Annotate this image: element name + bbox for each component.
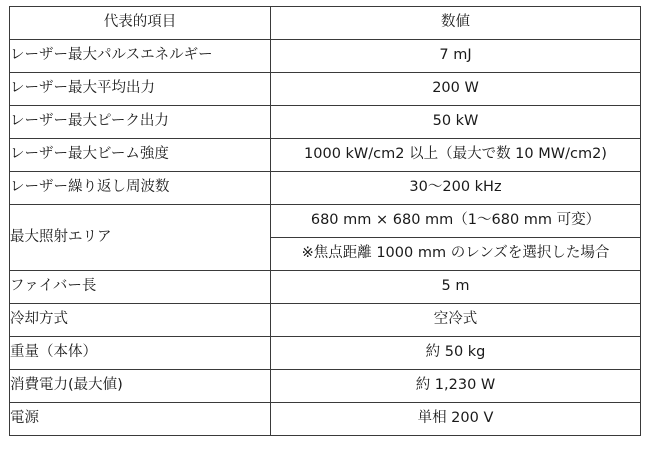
row-value: 1000 kW/cm2 以上（最大で数 10 MW/cm2)	[271, 139, 641, 172]
table-row	[10, 304, 641, 337]
row-label: 冷却方式	[10, 304, 271, 337]
header-item: 代表的項目	[10, 7, 271, 40]
row-label: ファイバー長	[10, 271, 271, 304]
table-header-row	[10, 7, 641, 40]
row-value: 30〜200 kHz	[271, 172, 641, 205]
row-value: 50 kW	[271, 106, 641, 139]
row-value: 約 50 kg	[271, 337, 641, 370]
row-value: 200 W	[271, 73, 641, 106]
row-label: レーザー繰り返し周波数	[10, 172, 271, 205]
row-label: レーザー最大平均出力	[10, 73, 271, 106]
row-value: 単相 200 V	[271, 403, 641, 436]
row-value: 680 mm × 680 mm（1〜680 mm 可変）	[271, 205, 641, 238]
table-row	[10, 403, 641, 436]
row-value: 約 1,230 W	[271, 370, 641, 403]
table-row	[10, 205, 641, 238]
row-label: レーザー最大ピーク出力	[10, 106, 271, 139]
row-label: レーザー最大ビーム強度	[10, 139, 271, 172]
table-row	[10, 106, 641, 139]
table-row	[10, 172, 641, 205]
row-value: 7 mJ	[271, 40, 641, 73]
row-note: ※焦点距離 1000 mm のレンズを選択した場合	[271, 238, 641, 271]
row-label: 最大照射エリア	[10, 205, 271, 271]
table-row	[10, 370, 641, 403]
row-label: 重量（本体）	[10, 337, 271, 370]
row-value: 5 m	[271, 271, 641, 304]
row-label: レーザー最大パルスエネルギー	[10, 40, 271, 73]
spec-table	[9, 6, 641, 436]
header-value: 数値	[271, 7, 641, 40]
row-label: 電源	[10, 403, 271, 436]
row-label: 消費電力(最大値)	[10, 370, 271, 403]
table-row	[10, 40, 641, 73]
table-row	[10, 337, 641, 370]
table-row	[10, 73, 641, 106]
table-row	[10, 139, 641, 172]
table-row	[10, 271, 641, 304]
row-value: 空冷式	[271, 304, 641, 337]
